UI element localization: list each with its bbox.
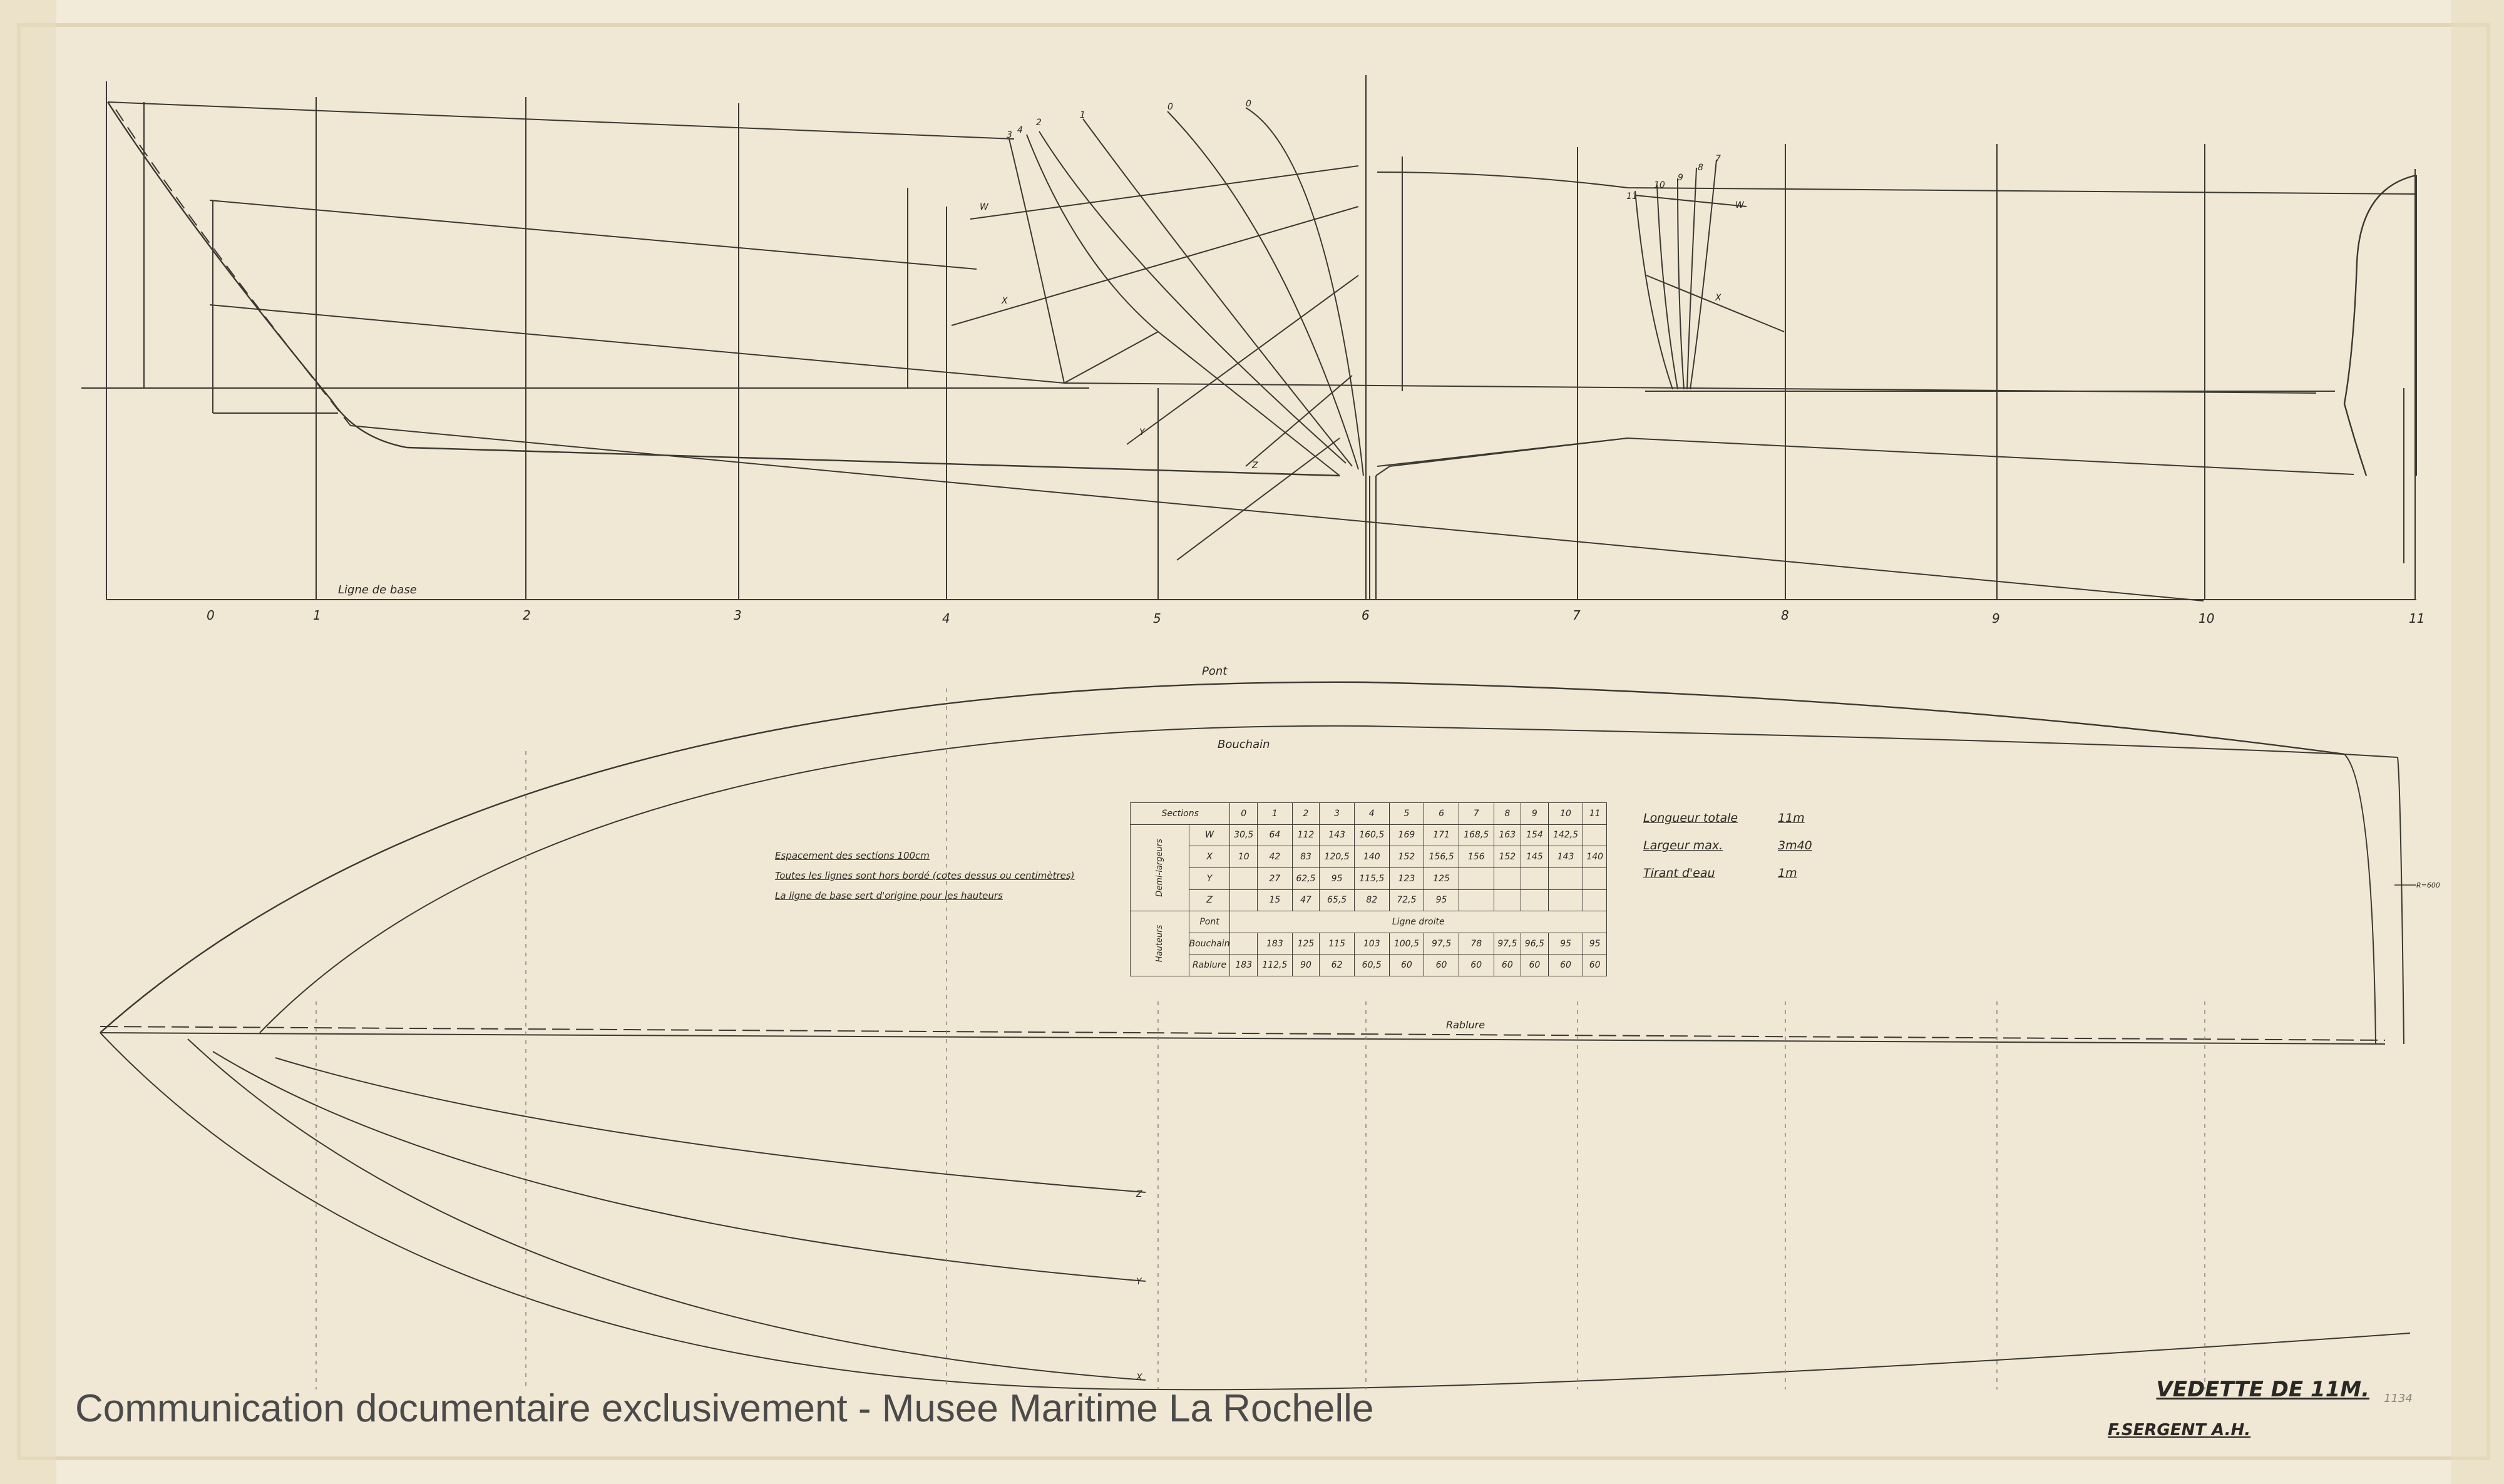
section-number: 10 — [1654, 180, 1665, 190]
table-cell — [1230, 889, 1258, 911]
buttock-label: Z — [1252, 461, 1258, 471]
row-header: Rablure — [1189, 954, 1230, 976]
table-cell: 125 — [1424, 867, 1459, 889]
station-label: 1 — [313, 608, 321, 623]
table-cell: 115,5 — [1354, 867, 1389, 889]
table-cell — [1583, 867, 1607, 889]
table-cell: 152 — [1389, 846, 1424, 868]
header-cell: 3 — [1320, 803, 1355, 825]
table-cell: 183 — [1258, 933, 1293, 954]
section-number: 8 — [1698, 163, 1703, 173]
table-cell: 154 — [1521, 824, 1549, 846]
buttock-label-plan: Z — [1136, 1189, 1142, 1199]
table-cell: 60,5 — [1354, 954, 1389, 976]
table-cell: 60 — [1548, 954, 1583, 976]
header-cell: 5 — [1389, 803, 1424, 825]
right-tape — [2451, 0, 2504, 1484]
table-cell — [1494, 867, 1521, 889]
table-cell: 140 — [1354, 846, 1389, 868]
spec-label: Largeur max. — [1643, 839, 1723, 852]
table-cell: 95 — [1548, 933, 1583, 954]
row-header: Y — [1189, 867, 1230, 889]
row-header: Z — [1189, 889, 1230, 911]
note-line: Toutes les lignes sont hors bordé (cotes dessus ou centimètres) — [775, 870, 1075, 881]
header-cell: 9 — [1521, 803, 1549, 825]
row-header: X — [1189, 846, 1230, 868]
drawing-title: VEDETTE DE 11M. — [2156, 1377, 2369, 1402]
radius-note: R=600 — [2416, 881, 2440, 889]
station-label: 5 — [1153, 611, 1161, 626]
station-label: 9 — [1992, 611, 2000, 626]
table-cell: 60 — [1459, 954, 1494, 976]
section-number: 7 — [1715, 154, 1721, 164]
spec-row — [1643, 811, 1812, 825]
table-cell — [1459, 889, 1494, 911]
buttock-label-plan: X — [1136, 1373, 1142, 1383]
table-cell: 60 — [1389, 954, 1424, 976]
rabbet-label: Rablure — [1446, 1019, 1485, 1031]
table-cell: 62 — [1320, 954, 1355, 976]
header-cell: 6 — [1424, 803, 1459, 825]
table-cell: 125 — [1292, 933, 1320, 954]
offsets-table — [1130, 802, 1607, 976]
chine-label: Bouchain — [1218, 738, 1270, 751]
table-cell: 156,5 — [1424, 846, 1459, 868]
table-cell: 163 — [1494, 824, 1521, 846]
header-cell: 7 — [1459, 803, 1494, 825]
table-cell: 152 — [1494, 846, 1521, 868]
section-number: 0 — [1246, 99, 1251, 109]
table-row — [1131, 954, 1607, 976]
header-cell: 11 — [1583, 803, 1607, 825]
table-cell: 27 — [1258, 867, 1293, 889]
table-cell: 183 — [1230, 954, 1258, 976]
section-number: 4 — [1017, 125, 1023, 135]
table-cell — [1548, 889, 1583, 911]
table-cell: 103 — [1354, 933, 1389, 954]
spec-value: 1m — [1778, 866, 1797, 880]
table-cell: 97,5 — [1494, 933, 1521, 954]
row-header: W — [1189, 824, 1230, 846]
group-label: Demi-largeurs — [1131, 824, 1189, 911]
table-cell — [1230, 867, 1258, 889]
table-cell: 83 — [1292, 846, 1320, 868]
spec-value: 3m40 — [1778, 839, 1812, 852]
header-cell: 0 — [1230, 803, 1258, 825]
section-number: 2 — [1036, 118, 1042, 128]
table-cell: 78 — [1459, 933, 1494, 954]
drawing-author: F.SERGENT A.H. — [2108, 1421, 2251, 1440]
header-cell: 10 — [1548, 803, 1583, 825]
table-cell: 60 — [1521, 954, 1549, 976]
baseline-label: Ligne de base — [338, 583, 417, 596]
station-label: 4 — [942, 611, 950, 626]
header-cell: 8 — [1494, 803, 1521, 825]
table-cell: 143 — [1548, 846, 1583, 868]
table-row — [1131, 911, 1607, 933]
header-cell: Sections — [1131, 803, 1230, 825]
deck-label: Pont — [1202, 665, 1228, 678]
table-cell — [1230, 933, 1258, 954]
table-cell: 112 — [1292, 824, 1320, 846]
buttock-label-plan: Y — [1136, 1277, 1142, 1287]
table-cell: 65,5 — [1320, 889, 1355, 911]
station-label: 6 — [1362, 608, 1370, 623]
table-cell: 10 — [1230, 846, 1258, 868]
table-cell: 47 — [1292, 889, 1320, 911]
table-cell: 95 — [1320, 867, 1355, 889]
note-line: La ligne de base sert d'origine pour les hauteurs — [775, 890, 1003, 901]
table-cell: 95 — [1424, 889, 1459, 911]
buttock-label: W — [980, 202, 988, 212]
station-label: 10 — [2199, 611, 2215, 626]
table-cell — [1583, 824, 1607, 846]
table-row — [1131, 846, 1607, 868]
station-label: 11 — [2409, 611, 2425, 626]
buttock-label: X — [1715, 293, 1722, 303]
table-cell: 42 — [1258, 846, 1293, 868]
table-row — [1131, 889, 1607, 911]
table-cell — [1521, 867, 1549, 889]
table-cell: 60 — [1424, 954, 1459, 976]
table-cell: 97,5 — [1424, 933, 1459, 954]
section-number: 11 — [1626, 192, 1638, 202]
header-cell: 2 — [1292, 803, 1320, 825]
table-row — [1131, 867, 1607, 889]
spec-label: Tirant d'eau — [1643, 866, 1715, 880]
note-line: Espacement des sections 100cm — [775, 850, 930, 861]
row-header: Pont — [1189, 911, 1230, 933]
table-cell: 160,5 — [1354, 824, 1389, 846]
table-cell: 168,5 — [1459, 824, 1494, 846]
buttock-label: Y — [1139, 427, 1145, 438]
table-cell: 145 — [1521, 846, 1549, 868]
table-cell: 60 — [1494, 954, 1521, 976]
table-cell — [1521, 889, 1549, 911]
table-cell: 72,5 — [1389, 889, 1424, 911]
table-cell: 143 — [1320, 824, 1355, 846]
table-cell: 96,5 — [1521, 933, 1549, 954]
section-number: 1 — [1080, 110, 1085, 120]
table-cell — [1494, 889, 1521, 911]
left-tape — [0, 0, 56, 1484]
table-cell: 60 — [1583, 954, 1607, 976]
table-cell: 112,5 — [1258, 954, 1293, 976]
buttock-label: W — [1735, 200, 1744, 210]
station-label: 8 — [1781, 608, 1789, 623]
table-cell: 82 — [1354, 889, 1389, 911]
table-cell: 171 — [1424, 824, 1459, 846]
table-cell: 30,5 — [1230, 824, 1258, 846]
section-number: 0 — [1167, 102, 1173, 112]
station-label: 0 — [207, 608, 215, 623]
spec-label: Longueur totale — [1643, 811, 1738, 825]
table-cell — [1548, 867, 1583, 889]
table-cell: 90 — [1292, 954, 1320, 976]
table-cell: 120,5 — [1320, 846, 1355, 868]
section-number: 3 — [1007, 130, 1012, 140]
reference-number: 1134 — [2384, 1392, 2413, 1405]
table-cell — [1459, 867, 1494, 889]
table-cell: 169 — [1389, 824, 1424, 846]
table-cell: 15 — [1258, 889, 1293, 911]
station-label: 3 — [734, 608, 742, 623]
table-cell: 100,5 — [1389, 933, 1424, 954]
table-cell: 95 — [1583, 933, 1607, 954]
table-cell: 115 — [1320, 933, 1355, 954]
spec-row — [1643, 839, 1812, 852]
buttock-label: X — [1002, 296, 1008, 306]
table-cell: Ligne droite — [1230, 911, 1607, 933]
station-label: 2 — [523, 608, 531, 623]
header-cell: 1 — [1258, 803, 1293, 825]
table-cell: 142,5 — [1548, 824, 1583, 846]
table-cell: 123 — [1389, 867, 1424, 889]
station-label: 7 — [1573, 608, 1581, 623]
table-cell: 140 — [1583, 846, 1607, 868]
table-cell: 64 — [1258, 824, 1293, 846]
drawing-notes — [775, 850, 1126, 910]
row-header: Bouchain — [1189, 933, 1230, 954]
table-cell — [1583, 889, 1607, 911]
table-row — [1131, 933, 1607, 954]
principal-dimensions — [1643, 811, 1812, 894]
header-cell: 4 — [1354, 803, 1389, 825]
spec-value: 11m — [1778, 811, 1805, 825]
table-cell: 62,5 — [1292, 867, 1320, 889]
spec-row — [1643, 866, 1812, 880]
title-block — [2100, 1377, 2369, 1440]
table-row — [1131, 824, 1607, 846]
table-cell: 156 — [1459, 846, 1494, 868]
group-label: Hauteurs — [1131, 911, 1189, 976]
section-number: 9 — [1678, 173, 1683, 183]
watermark-text: Communication documentaire exclusivement - Musee Maritime La Rochelle — [75, 1387, 1374, 1430]
